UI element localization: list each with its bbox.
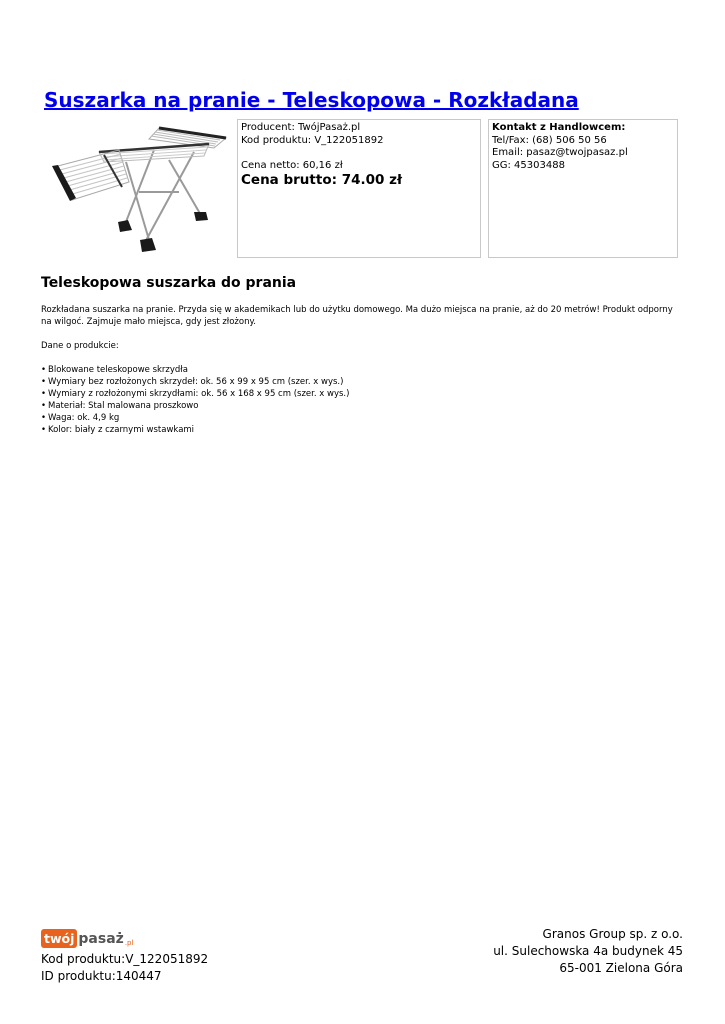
contact-email: Email: pasaz@twojpasaz.pl: [492, 147, 628, 158]
producer-text: Producent: TwójPasaż.pl: [241, 122, 361, 133]
product-data-label: Dane o produkcie:: [41, 341, 119, 351]
feature-item: • Kolor: biały z czarnymi wstawkami: [41, 424, 681, 436]
feature-item: • Materiał: Stal malowana proszkowo: [41, 400, 681, 412]
product-code-text: Kod produktu: V_122051892: [241, 134, 384, 146]
company-street: ul. Sulechowska 4a budynek 45: [493, 944, 683, 958]
clothes-drying-rack-icon: [44, 122, 234, 257]
feature-item: • Wymiary z rozłożonymi skrzydłami: ok. 56 x 168 x 95 cm (szer. x wys.): [41, 388, 681, 400]
description-body: [41, 304, 681, 436]
net-price-text: Cena netto: 60,16 zł: [241, 159, 343, 171]
description-paragraph: Rozkładana suszarka na pranie. Przyda się w akademikach lub do użytku domowego. Ma dużo miejsca na pranie, aż do 20 metrów! Produkt odporny na wilgoć. Zajmuje mało miejsca, gdy jest złożony.: [41, 305, 673, 327]
logo-part-twoj: twój: [41, 929, 77, 948]
product-image: [44, 122, 234, 257]
product-title[interactable]: Suszarka na pranie - Teleskopowa - Rozkładana: [44, 88, 579, 112]
description-heading: Teleskopowa suszarka do prania: [41, 275, 297, 291]
feature-item: • Waga: ok. 4,9 kg: [41, 412, 681, 424]
company-name: Granos Group sp. z o.o.: [542, 927, 683, 941]
footer-product-id: ID produktu:140447: [41, 969, 162, 983]
contact-heading: Kontakt z Handlowcem:: [492, 122, 626, 133]
product-info-box: [237, 119, 481, 258]
logo-part-pasaz: pasaż: [78, 931, 124, 947]
feature-item: • Blokowane teleskopowe skrzydła: [41, 364, 681, 376]
twojpasaz-logo: [41, 926, 208, 948]
footer-left: [41, 926, 208, 985]
contact-phone: Tel/Fax: (68) 506 50 56: [492, 134, 607, 146]
feature-list: [41, 364, 681, 436]
contact-box: [488, 119, 678, 258]
company-city: 65-001 Zielona Góra: [559, 961, 683, 975]
footer-company-address: [493, 926, 683, 977]
logo-part-pl: .pl: [124, 939, 134, 947]
feature-item: • Wymiary bez rozłożonych skrzydeł: ok. 56 x 99 x 95 cm (szer. x wys.): [41, 376, 681, 388]
gross-price-text: Cena brutto: 74.00 zł: [241, 172, 402, 188]
contact-gg: GG: 45303488: [492, 159, 565, 171]
footer-product-code: Kod produktu:V_122051892: [41, 952, 209, 966]
